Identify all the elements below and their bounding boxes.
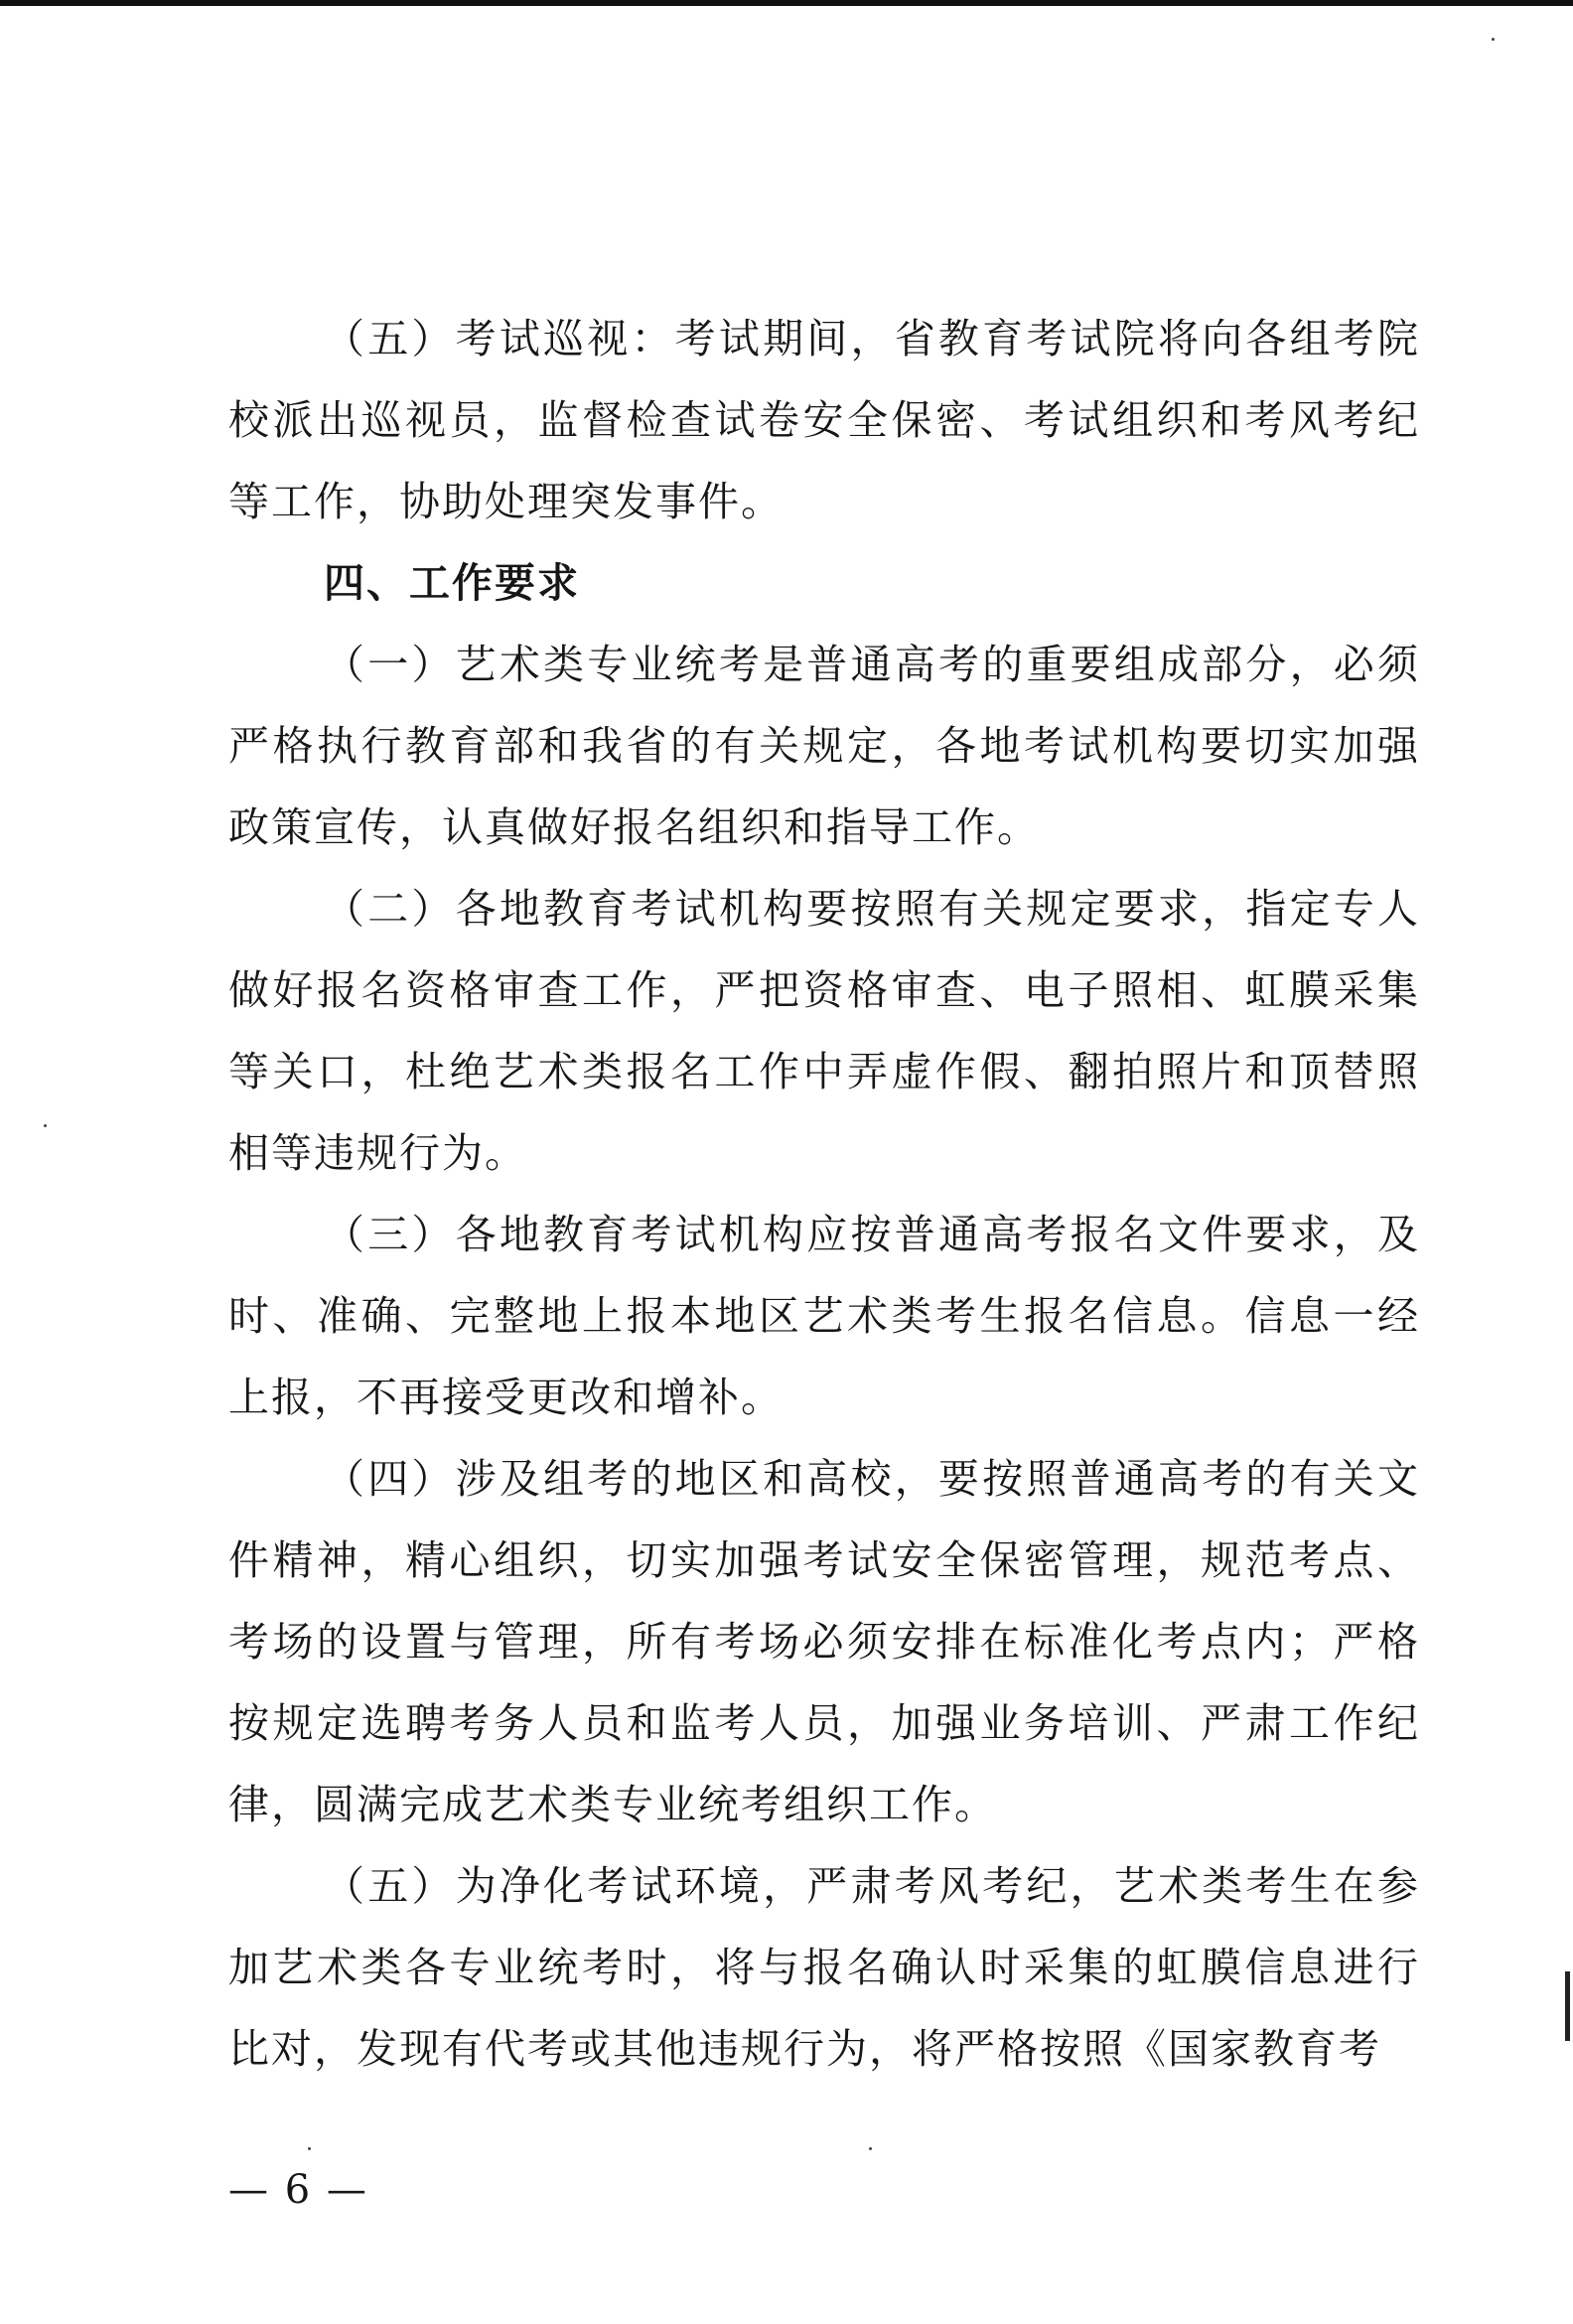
document-body bbox=[228, 298, 1420, 2090]
scan-speck bbox=[1492, 38, 1495, 41]
scan-speck bbox=[44, 1124, 47, 1127]
page-number: — 6 — bbox=[228, 2167, 368, 2213]
scan-speck bbox=[869, 2147, 872, 2150]
requirement-paragraph-2: （二）各地教育考试机构要按照有关规定要求，指定专人做好报名资格审查工作，严把资格审查、电子照相、虹膜采集等关口，杜绝艺术类报名工作中弄虚作假、翻拍照片和顶替照相等违规行为。 bbox=[228, 885, 1420, 1177]
section-heading-work-requirements: 四、工作要求 bbox=[324, 559, 580, 607]
scan-top-border bbox=[0, 0, 1573, 6]
requirement-paragraph-3: （三）各地教育考试机构应按普通高考报名文件要求，及时、准确、完整地上报本地区艺术类考生报名信息。信息一经上报，不再接受更改和增补。 bbox=[228, 1211, 1420, 1421]
requirement-paragraph-4: （四）涉及组考的地区和高校，要按照普通高考的有关文件精神，精心组织，切实加强考试安全保密管理，规范考点、考场的设置与管理，所有考场必须安排在标准化考点内；严格按规定选聘考务人员和监考人员，加强业务培训、严肃工作纪律，圆满完成艺术类专业统考组织工作。 bbox=[228, 1455, 1420, 1828]
paragraph-exam-inspection: （五）考试巡视：考试期间，省教育考试院将向各组考院校派出巡视员，监督检查试卷安全保密、考试组织和考风考纪等工作，协助处理突发事件。 bbox=[228, 315, 1420, 525]
requirement-paragraph-5: （五）为净化考试环境，严肃考风考纪，艺术类考生在参加艺术类各专业统考时，将与报名确认时采集的虹膜信息进行比对，发现有代考或其他违规行为，将严格按照《国家教育考 bbox=[228, 1862, 1420, 2073]
scan-speck bbox=[308, 2147, 311, 2150]
scan-edge-mark bbox=[1565, 1971, 1570, 2041]
requirement-paragraph-1: （一）艺术类专业统考是普通高考的重要组成部分，必须严格执行教育部和我省的有关规定，各地考试机构要切实加强政策宣传，认真做好报名组织和指导工作。 bbox=[228, 641, 1420, 851]
